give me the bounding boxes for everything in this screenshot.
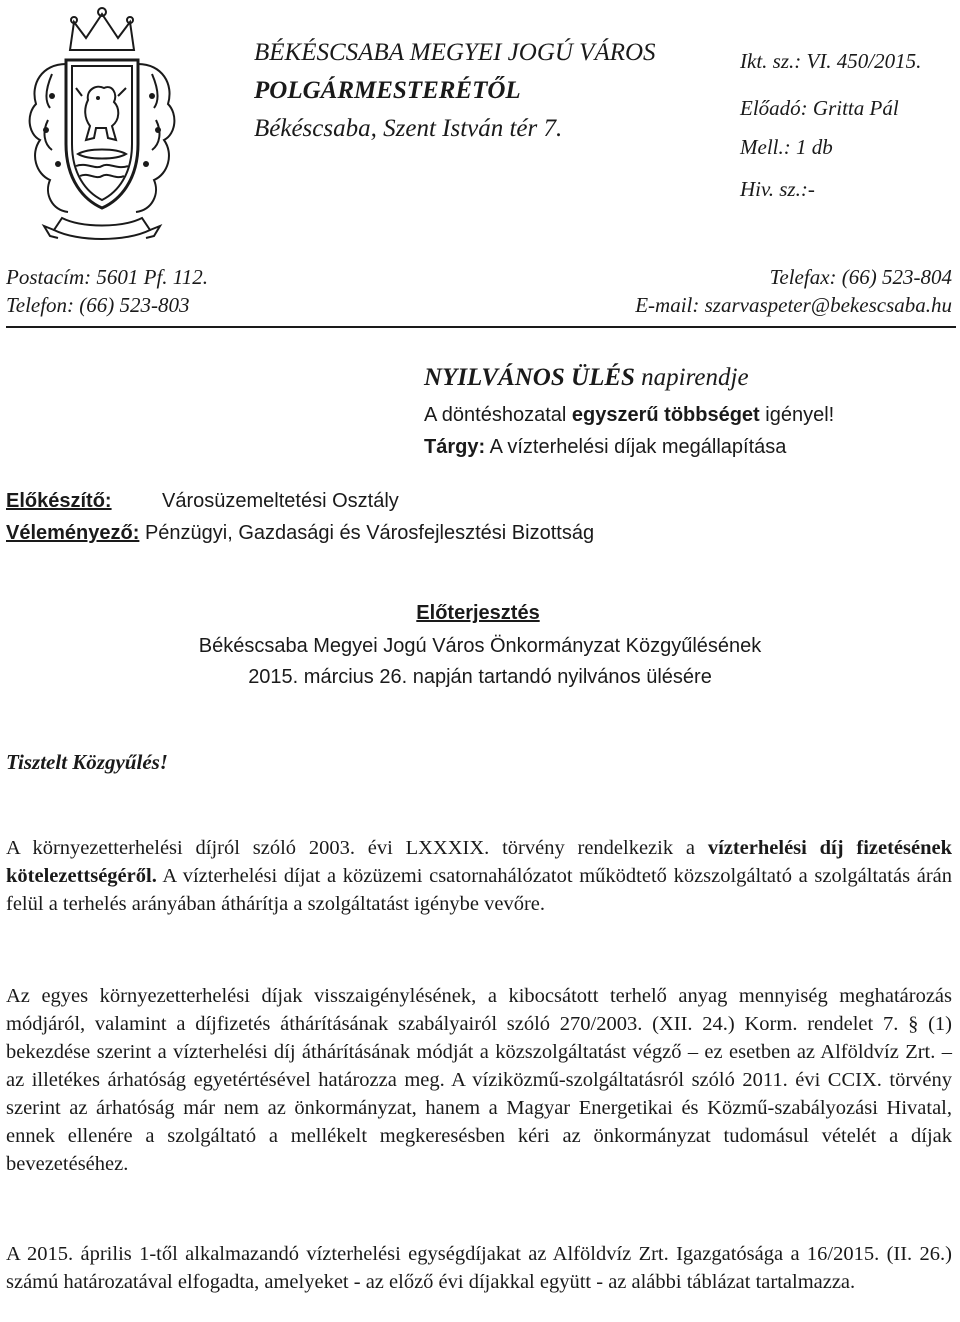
meeting-title bbox=[424, 364, 749, 392]
paragraph-1-end: A vízterhelési díjat a közüzemi csatornahálózatot működtető közszolgáltató a szolgáltatás árán felül a terhelés arányában áthárítja a szolgáltatást igénybe vevőre. bbox=[6, 865, 952, 915]
email-address: E-mail: szarvaspeter@bekescsaba.hu bbox=[635, 293, 952, 317]
paragraph-3: A 2015. április 1-től alkalmazandó vízterhelési egységdíjakat az Alföldvíz Zrt. Igazgatósága a 16/2015. (II. 26.) számú határozatával elfogadta, amelyeket - az előző évi díjakkal együtt - az alábbi táblázat tartalmazza. bbox=[6, 1243, 952, 1293]
paragraph-1 bbox=[6, 834, 952, 918]
majority-pre: A döntéshozatal bbox=[424, 404, 572, 426]
subject-text: A vízterhelési díjak megállapítása bbox=[485, 436, 787, 458]
reviewer-line bbox=[6, 522, 594, 545]
city-name: BÉKÉSCSABA MEGYEI JOGÚ VÁROS bbox=[254, 39, 656, 66]
preparer-value: Városüzemeltetési Osztály bbox=[162, 490, 399, 512]
proposal-line-2: 2015. március 26. napján tartandó nyilvános ülésére bbox=[248, 666, 712, 688]
attachments: Mell.: 1 db bbox=[740, 135, 833, 159]
reviewer-value: Pénzügyi, Gazdasági és Városfejlesztési Bizottság bbox=[139, 522, 595, 544]
meeting-title-bold: NYILVÁNOS ÜLÉS bbox=[424, 364, 635, 391]
preparer-line bbox=[6, 490, 112, 513]
office-address: Békéscsaba, Szent István tér 7. bbox=[254, 115, 563, 142]
majority-note bbox=[424, 404, 834, 427]
reviewer-label: Véleményező: bbox=[6, 522, 140, 544]
meeting-title-rest: napirendje bbox=[634, 364, 749, 391]
phone-number: Telefon: (66) 523-803 bbox=[6, 293, 190, 317]
paragraph-1-start: A környezetterhelési díjról szóló 2003. évi LXXXIX. törvény rendelkezik a bbox=[6, 837, 708, 859]
paragraph-1-bold: vízterhelési díj fizetésének kötelezettségéről. bbox=[6, 837, 952, 887]
registry-number: Ikt. sz.: VI. 450/2015. bbox=[740, 49, 922, 73]
proposal-line-1: Békéscsaba Megyei Jogú Város Önkormányzat Közgyűlésének bbox=[198, 635, 762, 657]
subject-line bbox=[424, 436, 786, 459]
salutation: Tisztelt Közgyűlés! bbox=[6, 750, 168, 774]
majority-bold: egyszerű többséget bbox=[571, 404, 760, 426]
subject-label: Tárgy: bbox=[424, 436, 486, 458]
reference-number: Hiv. sz.:- bbox=[740, 177, 815, 201]
proposal-heading-text: Előterjesztés bbox=[416, 602, 540, 624]
postal-address: Postacím: 5601 Pf. 112. bbox=[6, 265, 209, 289]
city-coat-of-arms-icon bbox=[22, 4, 182, 248]
fax-number: Telefax: (66) 523-804 bbox=[769, 265, 952, 289]
proposal-heading bbox=[0, 602, 960, 625]
paragraph-2: Az egyes környezetterhelési díjak visszaigénylésének, a kibocsátott terhelő anyag mennyiség meghatározás módjáról, valamint a díjfizetés áthárításának szabályairól szóló 270/2003. (XII. 24.) Korm. rendelet 7. § (1) bekezdése szerint a vízterhelési díj áthárításának módját a közszolgáltatást végző – ez esetben az Alföldvíz Zrt. – az illetékes árhatóság egyetértésével határozza meg. A víziközmű-szolgáltatásról szóló 2011. évi CCIX. törvény szerint az árhatóság már nem az önkormányzat, hanem a Magyar Energetikai és Közmű-szabályozási Hivatal, ennek ellenére a szolgáltató a mellékelt megkeresésben kéri az önkormányzat tudomásul vételét a díjak bevezetéséhez. bbox=[6, 985, 952, 1175]
majority-post: igényel! bbox=[759, 404, 835, 426]
office-name: POLGÁRMESTERÉTŐL bbox=[254, 77, 521, 104]
preparer-label: Előkészítő: bbox=[6, 490, 112, 512]
rapporteur: Előadó: Gritta Pál bbox=[740, 96, 899, 120]
header-divider bbox=[6, 326, 956, 328]
